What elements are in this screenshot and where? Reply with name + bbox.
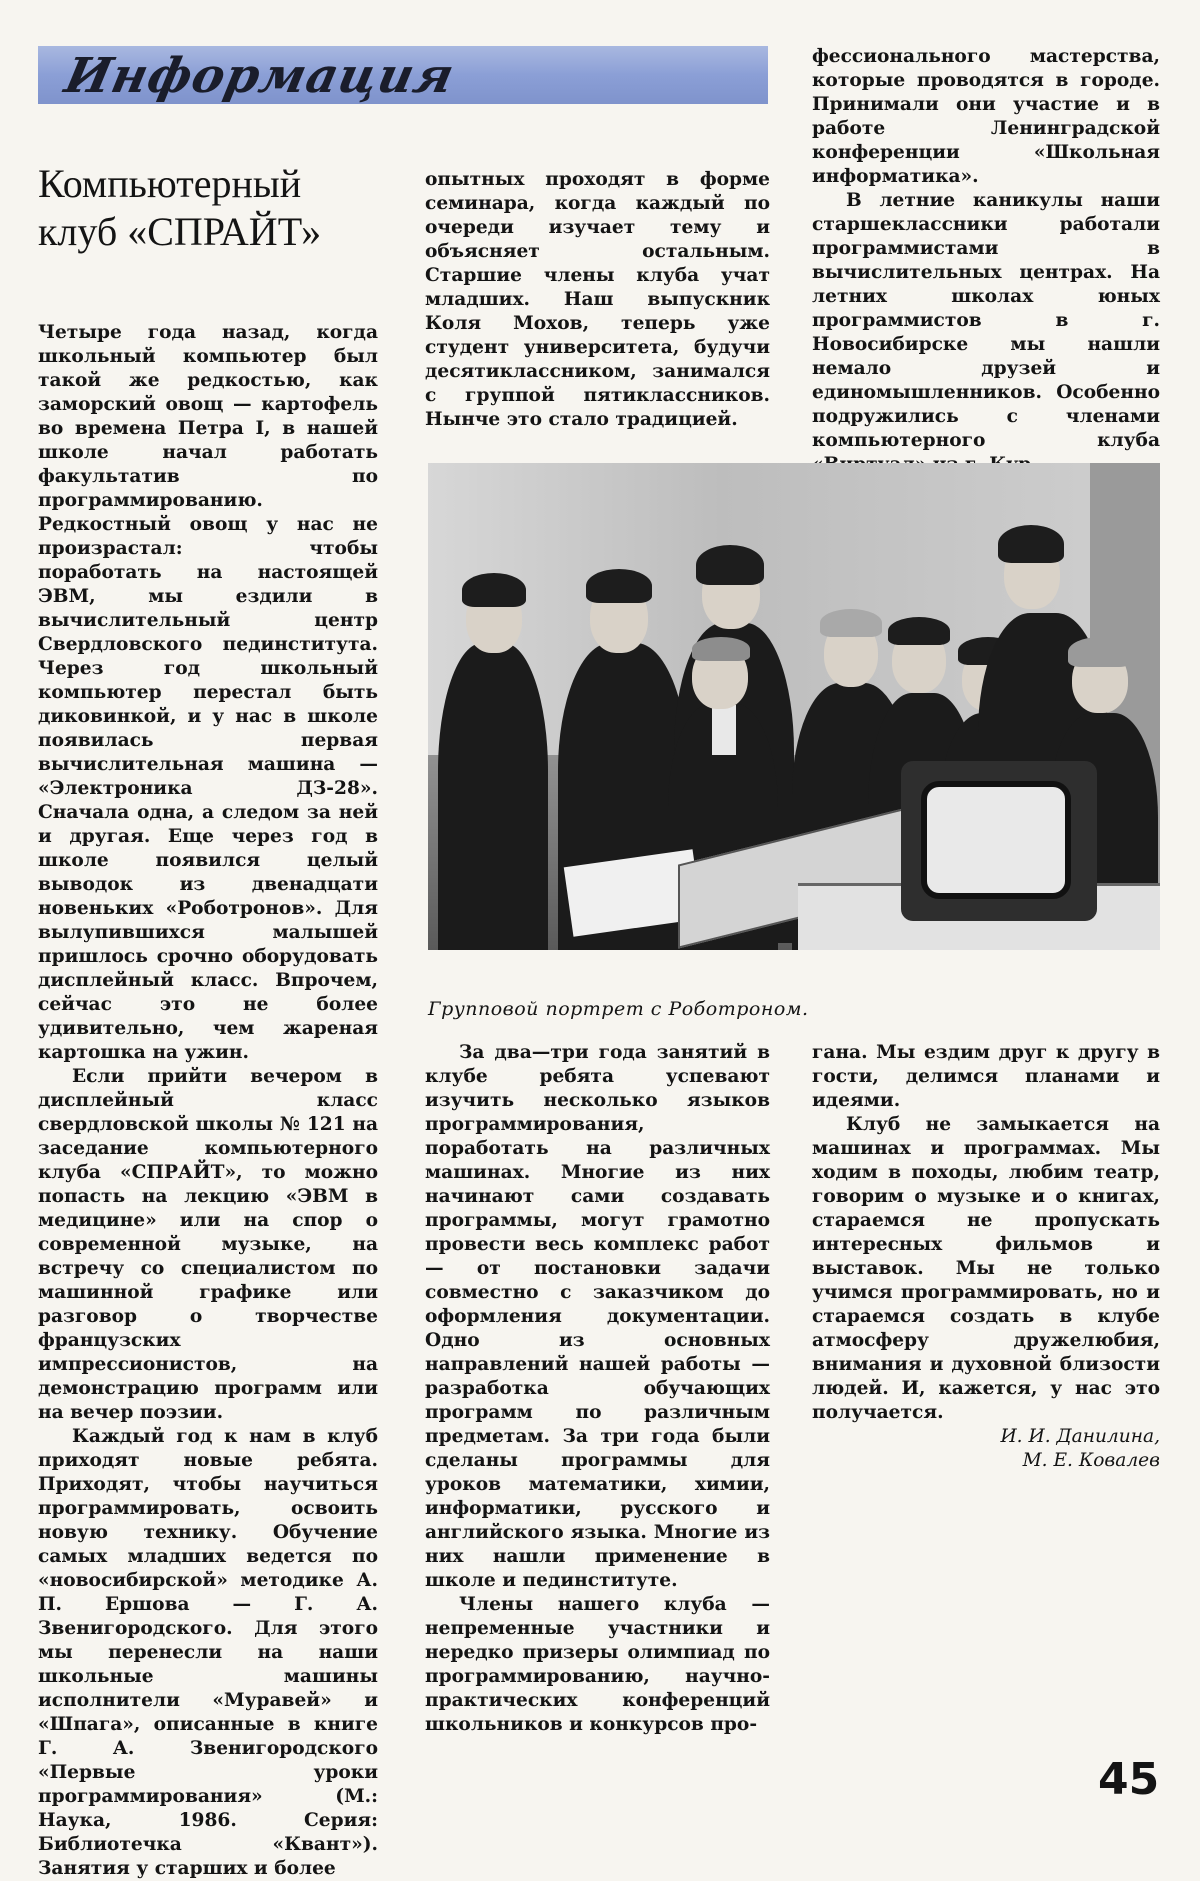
paragraph: За два—три года занятий в клубе ребята успевают изучить несколько языков программирования, поработать на различных машинах. Многие из них начинают сами создавать программы, могут грамотно провести весь комплекс работ — от постановки задачи совместно с заказчиком до оформления документации. Одно из основных направлений нашей работы — разработка обучающих программ по различным предметам. За три года были сделаны программы для уроков математики, химии, информатики, русского и английского языка. Многие из них нашли применение в школе и пединституте.	[425, 1042, 770, 1591]
photo-caption: Групповой портрет с Роботроном.	[428, 998, 809, 1020]
page-number: 45	[1098, 1754, 1160, 1805]
paragraph: Каждый год к нам в клуб приходят новые ребята. Приходят, чтобы научиться программировать, освоить новую технику. Обучение самых младших ведется по «новосибирской» методике А. П. Ершова — Г. А. Звенигородского. Для этого мы перенесли на наши школьные машины исполнители «Муравей» и «Шпага», описанные в книге Г. А. Звенигородского «Первые уроки программирования» (М.: Наука, 1986. Серия: Библиотечка «Квант»). Занятия у старших и более	[38, 1426, 378, 1879]
section-banner-title: Информация	[60, 48, 460, 104]
author-line: М. Е. Ковалев	[1022, 1450, 1160, 1471]
article-column-2-top	[425, 168, 770, 432]
article-title: Компьютерный клуб «СПРАЙТ»	[38, 161, 322, 254]
photo-monitor-screen	[921, 781, 1071, 899]
article-column-3-top	[812, 45, 1160, 477]
group-photo	[428, 463, 1160, 950]
paragraph: Члены нашего клуба — непременные участники и нередко призеры олимпиад по программированию, научно-практических конференций школьников и конкурсов про-	[425, 1594, 770, 1735]
photo-monitor	[901, 761, 1097, 921]
paragraph: опытных проходят в форме семинара, когда каждый по очереди изучает тему и объясняет остальным. Старшие члены клуба учат младших. Наш выпускник Коля Мохов, теперь уже студент университета, будучи десятиклассником, занимался с группой пятиклассников. Нынче это стало традицией.	[425, 169, 770, 430]
paragraph: Если прийти вечером в дисплейный класс свердловской школы № 121 на заседание компьютерного клуба «СПРАЙТ», то можно попасть на лекцию «ЭВМ в медицине» или на спор о современной музыке, на встречу со специалистом по машинной графике или разговор о творчестве французских импрессионистов, на демонстрацию программ или на вечер поэзии.	[38, 1066, 378, 1423]
article-column-3-bottom	[812, 1041, 1160, 1473]
paragraph: Четыре года назад, когда школьный компьютер был такой же редкостью, как заморский овощ — картофель во времена Петра I, в нашей школе начал работать факультатив по программированию. Редкостный овощ у нас не произрастал: чтобы поработать на настоящей ЭВМ, мы ездили в вычислительный центр Свердловского пединститута. Через год школьный компьютер перестал быть диковинкой, и у нас в школе появилась первая вычислительная машина — «Электроника ДЗ-28». Сначала одна, а следом за ней и другая. Еще через год в школе появился целый выводок из двенадцати новеньких «Роботронов». Для вылупившихся малышей пришлось срочно оборудовать дисплейный класс. Впрочем, сейчас это не более удивительно, чем жареная картошка на ужин.	[38, 322, 378, 1063]
article-column-2-bottom	[425, 1041, 770, 1737]
paragraph: гана. Мы ездим друг к другу в гости, делимся планами и идеями.	[812, 1042, 1160, 1111]
section-banner	[38, 46, 768, 104]
paragraph: фессионального мастерства, которые проводятся в городе. Принимали они участие и в работе Ленинградской конференции «Школьная информатика».	[812, 46, 1160, 187]
article-column-1	[38, 321, 378, 1881]
paragraph: В летние каникулы наши старшеклассники работали программистами в вычислительных центрах. На летних школах юных программистов в г. Новосибирске мы нашли немало друзей и единомышленников. Особенно подружились с членами компьютерного клуба	[812, 190, 1160, 451]
author-line: И. И. Данилина,	[1000, 1426, 1160, 1447]
paragraph: Клуб не замыкается на машинах и программах. Мы ходим в походы, любим театр, говорим о музыке и о книгах, стараемся не пропускать интересных фильмов и выставок. Мы не только учимся программировать, но и стараемся создать в клубе атмосферу дружелюбия, внимания и духовной близости людей. И, кажется, у нас это получается.	[812, 1114, 1160, 1423]
